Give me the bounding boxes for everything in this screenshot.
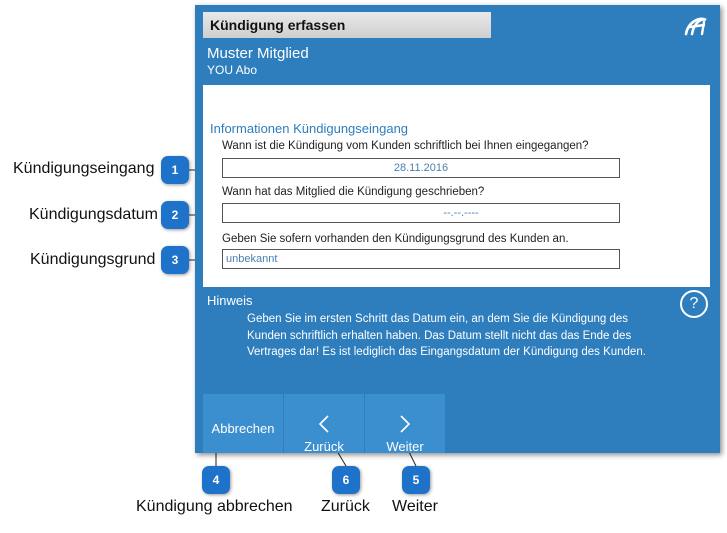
back-button[interactable] [284,394,364,453]
callout-badge-1: 1 [161,156,189,184]
next-button-label: Weiter [386,439,424,454]
callout-badge-2: 2 [161,201,189,229]
callout-label-date: Kündigungsdatum [29,206,158,223]
callout-badge-4: 4 [202,466,230,494]
chevron-right-icon [399,414,411,434]
written-date-field[interactable]: --.--.---- [222,203,620,223]
next-button[interactable] [365,394,445,453]
chevron-left-icon [318,414,330,434]
callout-label-back: Zurück [321,498,370,515]
callout-label-next: Weiter [392,498,438,515]
cancel-button-label: Abbrechen [211,421,275,436]
cancel-button[interactable] [203,394,283,453]
callout-badge-5: 5 [402,466,430,494]
help-icon[interactable]: ? [680,290,708,318]
section-title: Informationen Kündigungseingang [210,121,409,136]
question-written-date: Wann hat das Mitglied die Kündigung geschrieben? [222,186,485,198]
receipt-date-field[interactable]: 28.11.2016 [222,158,620,178]
callout-badge-3: 3 [161,246,189,274]
question-receipt-date: Wann ist die Kündigung vom Kunden schriftlich bei Ihnen eingegangen? [222,140,589,152]
dialog-panel [195,5,720,453]
callout-label-receipt: Kündigungseingang [13,160,155,177]
callout-label-cancel: Kündigung abbrechen [136,498,293,515]
reason-field[interactable]: unbekannt [222,249,620,269]
member-abo: YOU Abo [207,63,258,77]
app-logo-icon [682,14,710,38]
callout-label-reason: Kündigungsgrund [30,251,156,268]
hint-text: Geben Sie im ersten Schritt das Datum ein, an dem Sie die Kündigung des Kunden schriftlich erhalten haben. Das Datum stellt nicht das das Ende des Vertrages dar! Es ist lediglich das Eingangsdatum der Kündigung des Kunden. [247,313,646,358]
hint-title: Hinweis [207,293,253,308]
member-name: Muster Mitglied [207,45,309,62]
callout-badge-6: 6 [332,466,360,494]
form-area [203,85,710,287]
back-button-label: Zurück [304,439,344,454]
window-title: Kündigung erfassen [203,12,491,38]
question-reason: Geben Sie sofern vorhanden den Kündigungsgrund des Kunden an. [222,233,569,245]
